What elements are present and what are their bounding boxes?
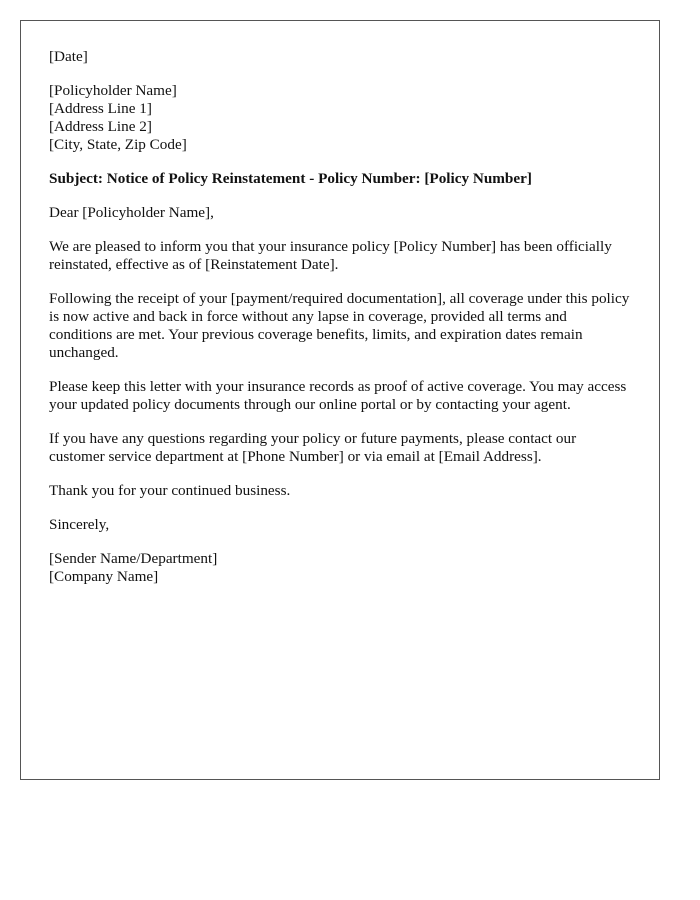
body-paragraph-thanks: Thank you for your continued business.: [49, 482, 291, 499]
letter-date: [Date]: [49, 48, 88, 65]
recipient-name: [Policyholder Name]: [49, 82, 177, 99]
salutation: Dear [Policyholder Name],: [49, 204, 214, 221]
closing: Sincerely,: [49, 516, 110, 533]
signature-block: [49, 550, 631, 586]
recipient-address: [49, 82, 631, 154]
letter-page: [20, 20, 660, 780]
recipient-city-state-zip: [City, State, Zip Code]: [49, 136, 187, 153]
sender-name: [Sender Name/Department]: [49, 550, 218, 567]
body-paragraph-reinstated: We are pleased to inform you that your insurance policy [Policy Number] has been officially reinstated, effective as of [Reinstatement Date].: [49, 238, 612, 273]
body-paragraph-contact: If you have any questions regarding your policy or future payments, please contact our customer service department at [Phone Number] or via email at [Email Address].: [49, 430, 577, 465]
recipient-address-line-1: [Address Line 1]: [49, 100, 152, 117]
subject-line: Subject: Notice of Policy Reinstatement - Policy Number: [Policy Number]: [49, 170, 532, 187]
body-paragraph-records: Please keep this letter with your insurance records as proof of active coverage. You may access your updated policy documents through our online portal or by contacting your agent.: [49, 378, 627, 413]
body-paragraph-coverage: Following the receipt of your [payment/required documentation], all coverage under this policy is now active and back in force without any lapse in coverage, provided all terms and conditions are met. Your previous coverage benefits, limits, and expiration dates remain unchanged.: [49, 290, 630, 361]
company-name: [Company Name]: [49, 568, 159, 585]
recipient-address-line-2: [Address Line 2]: [49, 118, 152, 135]
